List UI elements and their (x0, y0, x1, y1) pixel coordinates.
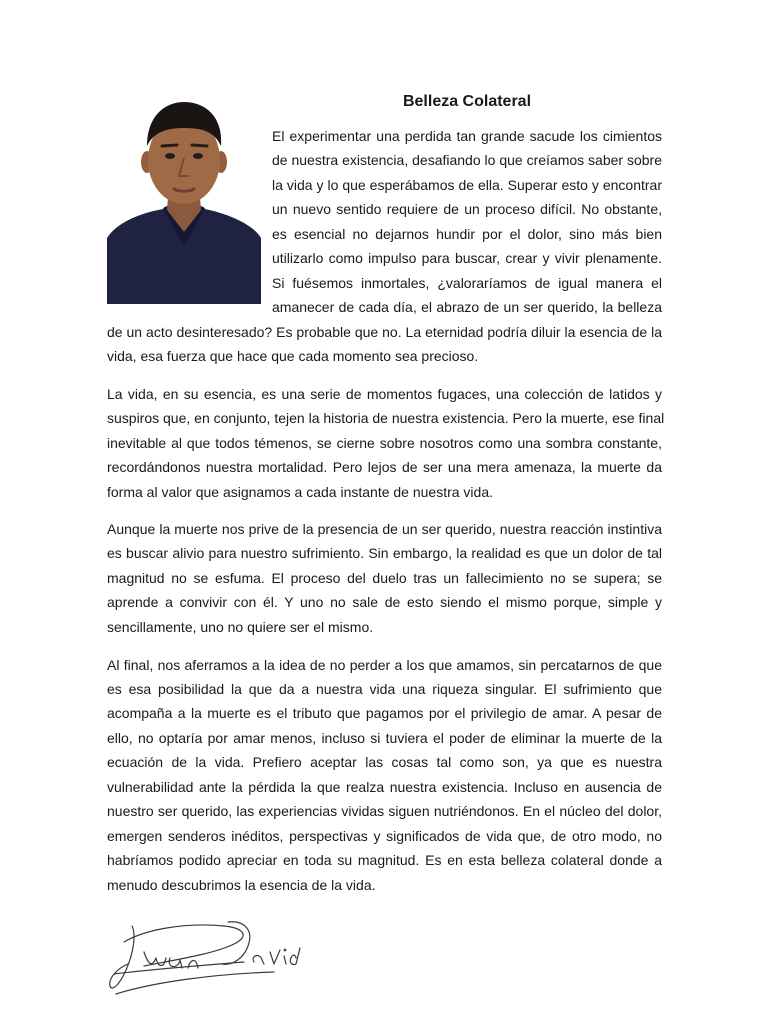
paragraph-2-line-2: suspiros que, en conjunto, tejen la historia de nuestra existencia. Pero la muerte, ese final (107, 410, 665, 426)
paragraph-4-line-3: acompaña a la muerte es el tributo que pagamos por el privilegio de amar. A pesar de (107, 705, 662, 721)
handwritten-signature (104, 912, 304, 1002)
paragraph-3-line-4: aprende a convivir con él. Y uno no sale de esto siendo el mismo porque, simple y (107, 594, 662, 610)
paragraph-3-line-5: sencillamente, uno no quiere ser el mismo. (107, 619, 374, 635)
paragraph-4-line-10: menudo descubrimos la esencia de la vida. (107, 877, 376, 893)
paragraph-2-line-5: forma al valor que asignamos a cada instante de nuestra vida. (107, 484, 494, 500)
paragraph-1-line-5: es esencial no dejarnos hundir por el dolor, sino más bien (272, 226, 662, 242)
paragraph-4-line-1: Al final, nos aferramos a la idea de no perder a los que amamos, sin percatarnos de que (107, 657, 662, 673)
paragraph-3-line-3: magnitud no se esfuma. El proceso del duelo tras un fallecimiento no se supera; se (107, 570, 662, 586)
paragraph-1-line-7: Si fuésemos inmortales, ¿valoraríamos de igual manera el (272, 275, 662, 291)
paragraph-1-line-3: la vida y lo que esperábamos de ella. Superar esto y encontrar (272, 177, 662, 193)
paragraph-4-line-6: vulnerabilidad ante la pérdida la que realza nuestra existencia. Incluso en ausencia de (107, 779, 662, 795)
paragraph-4-line-7: nuestro ser querido, las experiencias vividas siguen nutriéndonos. En el núcleo del dolor, (107, 803, 662, 819)
paragraph-3-line-1: Aunque la muerte nos prive de la presencia de un ser querido, nuestra reacción instintiva (107, 521, 662, 537)
author-portrait (107, 96, 261, 304)
paragraph-2-line-1: La vida, en su esencia, es una serie de momentos fugaces, una colección de latidos y (107, 386, 662, 402)
paragraph-4-line-4: ello, no optaría por amar menos, incluso si tuviera el poder de eliminar la muerte de la (107, 730, 662, 746)
paragraph-4-line-9: habríamos podido apreciar en toda su magnitud. Es en esta belleza colateral donde a (107, 852, 662, 868)
paragraph-1-line-6: utilizarlo como impulso para buscar, crear y vivir plenamente. (272, 250, 662, 266)
paragraph-1-line-1: El experimentar una perdida tan grande sacude los cimientos (272, 128, 662, 144)
paragraph-2-line-3: inevitable al que todos témenos, se cierne sobre nosotros como una sombra constante, (107, 435, 662, 451)
document-title: Belleza Colateral (402, 93, 532, 110)
paragraph-2-line-4: recordándonos nuestra mortalidad. Pero lejos de ser una mera amenaza, la muerte da (107, 459, 662, 475)
paragraph-1-line-4: un nuevo sentido requiere de un proceso difícil. No obstante, (272, 201, 662, 217)
paragraph-4-line-8: emergen senderos inéditos, perspectivas y significados de vida que, de otro modo, no (107, 828, 662, 844)
paragraph-1-line-8: amanecer de cada día, el abrazo de un ser querido, la belleza (272, 299, 662, 315)
paragraph-4-line-5: ecuación de la vida. Prefiero aceptar las cosas tal como son, ya que es nuestra (107, 754, 662, 770)
author-portrait-illustration (107, 96, 261, 304)
paragraph-4-line-2: es esa posibilidad la que da a nuestra vida una riqueza singular. El sufrimiento que (107, 681, 662, 697)
paragraph-1-line-9: de un acto desinteresado? Es probable que no. La eternidad podría diluir la esencia de la (107, 324, 662, 340)
paragraph-1-line-10: vida, esa fuerza que hace que cada momento sea precioso. (107, 348, 479, 364)
paragraph-3-line-2: es buscar alivio para nuestro sufrimiento. Sin embargo, la realidad es que un dolor de tal (107, 545, 662, 561)
paragraph-1-line-2: de nuestra existencia, desafiando lo que creíamos saber sobre (272, 152, 662, 168)
